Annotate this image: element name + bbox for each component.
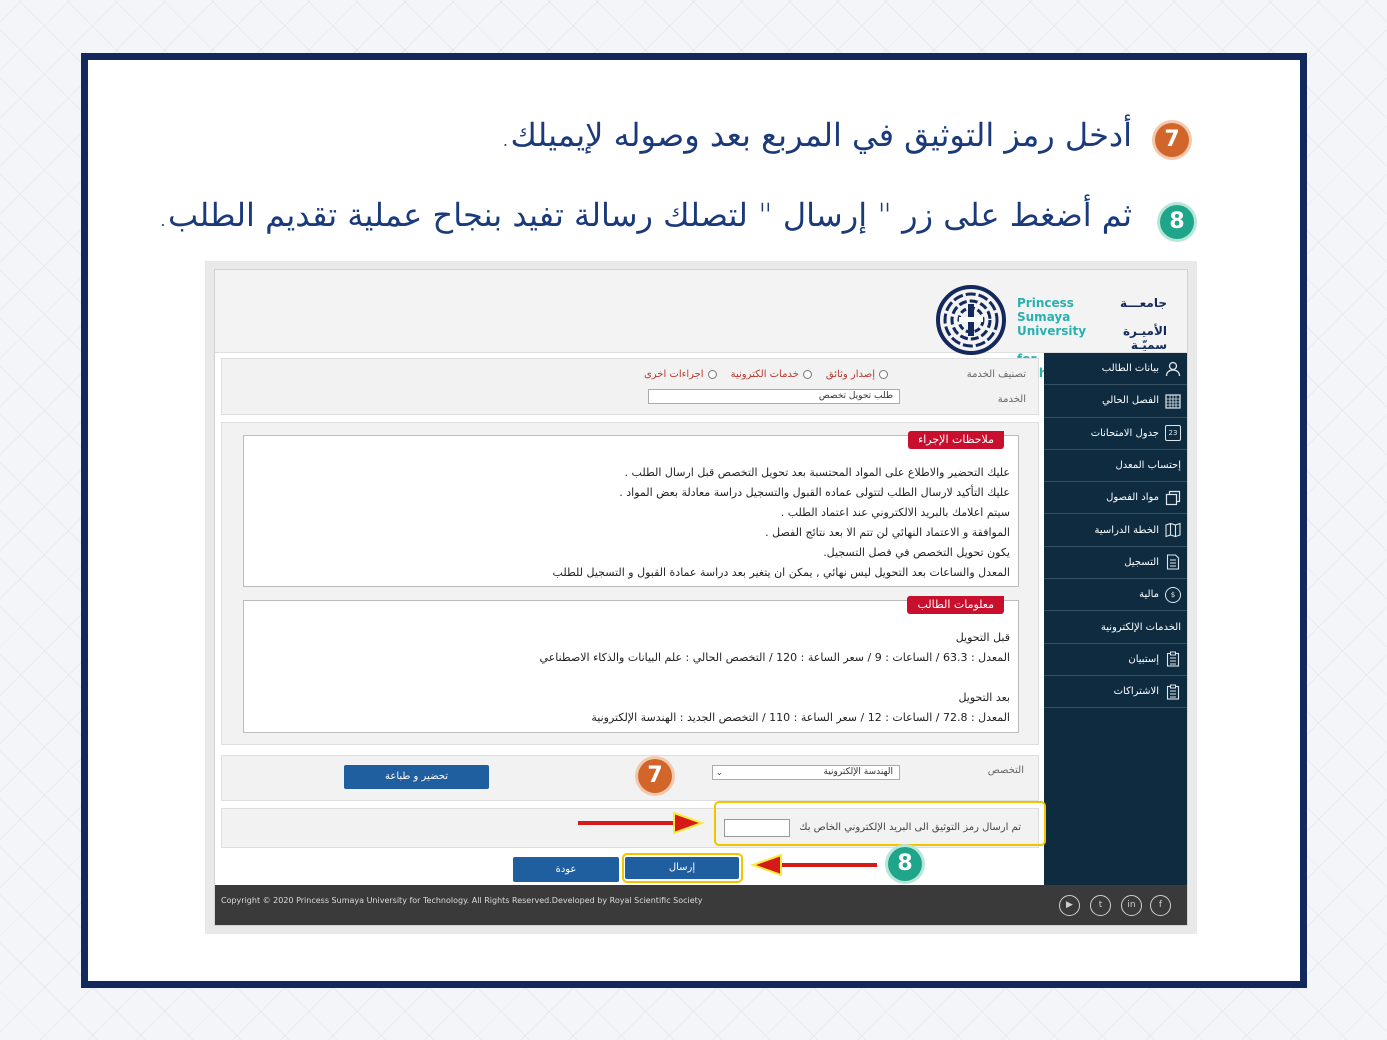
sidebar-item-e-services[interactable] xyxy=(1044,611,1187,643)
document-icon xyxy=(1165,554,1181,570)
before-transfer-label: قبل التحويل xyxy=(955,631,1010,644)
sidebar-item-label: جدول الامتحانات xyxy=(1090,427,1159,439)
send-highlight xyxy=(622,853,743,883)
prepare-print-button[interactable]: تحضير و طباعة xyxy=(344,765,489,789)
clipboard-icon xyxy=(1165,651,1181,667)
radio-label: إصدار وثائق xyxy=(825,369,875,380)
copy-icon xyxy=(1165,490,1181,506)
chevron-down-icon: ⌄ xyxy=(716,768,723,777)
note-line: عليك التحضير والاطلاع على المواد المحتسبة بعد تحويل التخصص قبل ارسال الطلب . xyxy=(624,466,1010,479)
service-select[interactable]: طلب تحويل تخصص xyxy=(648,389,900,404)
linkedin-icon[interactable]: in xyxy=(1121,895,1142,916)
back-button[interactable]: عودة xyxy=(513,857,619,882)
major-panel xyxy=(221,755,1039,801)
clipboard-icon xyxy=(1165,684,1181,700)
university-logo xyxy=(927,278,1167,352)
verification-highlight xyxy=(714,801,1046,846)
major-select-value: الهندسة الإلكترونية xyxy=(823,767,893,777)
logo-en-line1: Princess Sumaya xyxy=(1017,296,1074,324)
sidebar-item-current-semester[interactable] xyxy=(1044,385,1187,417)
logo-ar-line2: الأميـرة سميّـة xyxy=(1122,324,1167,352)
sidebar-item-semester-courses[interactable] xyxy=(1044,482,1187,514)
dollar-icon: $ xyxy=(1165,587,1181,603)
user-icon xyxy=(1165,361,1181,377)
service-category-label: تصنيف الخدمة xyxy=(966,369,1026,380)
student-info-title: معلومات الطالب xyxy=(907,596,1004,614)
note-line: المعدل والساعات بعد التحويل ليس نهائي , يمكن ان يتغير بعد دراسة عمادة القبول و التسجيل للطلب xyxy=(552,566,1010,579)
sidebar-item-label: مواد الفصول xyxy=(1106,492,1159,504)
logo-en-line2: University xyxy=(1017,324,1087,338)
radio-label: خدمات الكترونية xyxy=(730,369,799,380)
sidebar-item-label: بيانات الطالب xyxy=(1101,363,1159,375)
major-select[interactable] xyxy=(712,765,900,780)
radio-button[interactable] xyxy=(708,370,717,379)
radio-label: اجراءات اخرى xyxy=(643,369,704,380)
step-7-instruction: أدخل رمز التوثيق في المربع بعد وصوله لإيميلك. xyxy=(500,116,1132,154)
procedure-notes-title: ملاحظات الإجراء xyxy=(908,431,1004,449)
radio-other-procedures[interactable] xyxy=(644,369,717,380)
radio-e-services[interactable] xyxy=(731,369,812,380)
calendar-23-icon: 23 xyxy=(1165,425,1181,441)
sidebar-item-subscriptions[interactable] xyxy=(1044,676,1187,708)
step-8-badge-overlay: 8 xyxy=(888,847,922,881)
after-transfer-details: المعدل : 72.8 / الساعات : 12 / سعر الساعة : 110 / التخصص الجديد : الهندسة الإلكترونية xyxy=(591,711,1010,724)
sidebar-item-exam-schedule[interactable] xyxy=(1044,418,1187,450)
sidebar-item-label: إحتساب المعدل xyxy=(1115,460,1181,472)
before-transfer-details: المعدل : 63.3 / الساعات : 9 / سعر الساعة : 120 / التخصص الحالي : علم البيانات والذكاء الاصطناعي xyxy=(539,651,1010,664)
major-label: التخصص xyxy=(987,765,1024,776)
step-8-instruction: ثم أضغط على زر " إرسال " لتصلك رسالة تفيد بنجاح عملية تقديم الطلب. xyxy=(157,196,1132,234)
sidebar-item-label: إستبيان xyxy=(1128,653,1159,665)
sidebar-item-student-data[interactable] xyxy=(1044,353,1187,385)
portal-footer xyxy=(215,885,1188,926)
student-info-box xyxy=(243,600,1019,733)
sidebar-item-label: التسجيل xyxy=(1124,556,1159,568)
arrow-to-send-icon xyxy=(745,848,885,882)
university-emblem-icon xyxy=(935,284,1007,356)
facebook-icon[interactable]: f xyxy=(1150,895,1171,916)
note-line: الموافقة و الاعتماد النهائي لن تتم الا بعد نتائج الفصل . xyxy=(765,526,1010,539)
sidebar-item-survey[interactable] xyxy=(1044,644,1187,676)
sidebar-item-finance[interactable] xyxy=(1044,579,1187,611)
note-line: يكون تحويل التخصص في فصل التسجيل. xyxy=(823,546,1010,559)
step-8-badge: 8 xyxy=(1160,205,1194,239)
sidebar-item-registration[interactable] xyxy=(1044,547,1187,579)
sidebar-item-study-plan[interactable] xyxy=(1044,514,1187,546)
radio-issue-documents[interactable] xyxy=(826,369,888,380)
sidebar-item-label: الفصل الحالي xyxy=(1101,395,1159,407)
sidebar-item-label: الاشتراكات xyxy=(1113,686,1159,698)
arrow-to-verification-icon xyxy=(570,806,710,840)
map-icon xyxy=(1165,522,1181,538)
after-transfer-label: بعد التحويل xyxy=(958,691,1010,704)
sidebar-item-label: مالية xyxy=(1139,589,1159,601)
twitter-icon[interactable]: t xyxy=(1090,895,1111,916)
verification-label: تم ارسال رمز التوثيق الى البريد الإلكتروني الخاص بك xyxy=(799,822,1021,833)
step-7-badge-overlay: 7 xyxy=(638,759,672,793)
sidebar-item-gpa-calculation[interactable] xyxy=(1044,450,1187,482)
service-label: الخدمة xyxy=(997,394,1026,405)
copyright-text: Copyright © 2020 Princess Sumaya University for Technology. All Rights Reserved.Developed by Royal Scientific Society xyxy=(221,896,703,905)
calendar-grid-icon xyxy=(1165,393,1181,409)
note-line: سيتم اعلامك بالبريد الالكتروني عند اعتماد الطلب . xyxy=(780,506,1010,519)
sidebar-item-label: الخطة الدراسية xyxy=(1094,524,1159,536)
note-line: عليك التأكيد لارسال الطلب لتتولى عماده القبول والتسجيل دراسة معادلة بعض المواد . xyxy=(619,486,1010,499)
service-category-radios xyxy=(644,369,888,380)
service-panel xyxy=(221,358,1039,415)
portal-header xyxy=(215,270,1188,353)
send-button[interactable]: إرسال xyxy=(625,857,739,879)
logo-ar-line1: جامعـــة xyxy=(1120,296,1167,310)
details-panel xyxy=(221,422,1039,745)
sidebar-item-label: الخدمات الإلكترونية xyxy=(1100,621,1181,633)
sidebar xyxy=(1044,353,1187,885)
radio-button[interactable] xyxy=(879,370,888,379)
radio-button[interactable] xyxy=(803,370,812,379)
youtube-icon[interactable]: ▶ xyxy=(1059,895,1080,916)
step-7-badge: 7 xyxy=(1155,123,1189,157)
procedure-notes-box xyxy=(243,435,1019,587)
